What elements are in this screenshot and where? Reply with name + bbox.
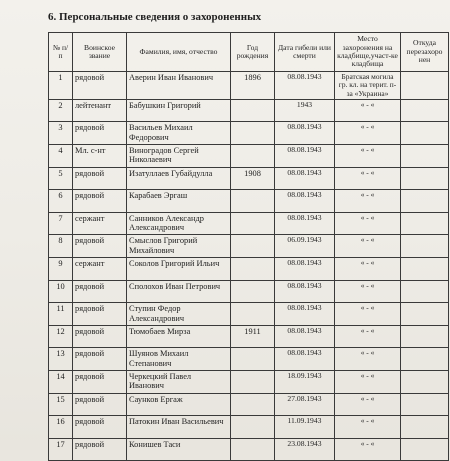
cell-death-date: 06.09.1943 xyxy=(275,235,335,258)
table-row xyxy=(49,393,449,416)
cell-birth-year xyxy=(231,145,275,168)
cell-reburied-from xyxy=(401,370,449,393)
cell-birth-year: 1896 xyxy=(231,72,275,100)
cell-birth-year xyxy=(231,370,275,393)
cell-name: Тюмобаев Мирза xyxy=(127,325,231,348)
header-death-date: Дата гибели или смерти xyxy=(275,33,335,72)
table-row xyxy=(49,280,449,303)
table-row xyxy=(49,348,449,371)
cell-burial-place: « - « xyxy=(335,393,401,416)
cell-death-date: 27.08.1943 xyxy=(275,393,335,416)
cell-reburied-from xyxy=(401,280,449,303)
cell-rank: сержант xyxy=(73,258,127,281)
cell-reburied-from xyxy=(401,145,449,168)
cell-rank: рядовой xyxy=(73,370,127,393)
table-row xyxy=(49,145,449,168)
header-reburied-from: Откуда перезахоро нен xyxy=(401,33,449,72)
burial-records-table xyxy=(48,32,449,461)
table-row xyxy=(49,212,449,235)
cell-death-date: 08.08.1943 xyxy=(275,190,335,213)
cell-num: 13 xyxy=(49,348,73,371)
cell-burial-place: « - « xyxy=(335,235,401,258)
cell-birth-year xyxy=(231,393,275,416)
cell-death-date: 08.08.1943 xyxy=(275,303,335,326)
cell-death-date: 18.09.1943 xyxy=(275,370,335,393)
cell-num: 3 xyxy=(49,122,73,145)
cell-death-date: 11.09.1943 xyxy=(275,416,335,439)
header-num: № п/п xyxy=(49,33,73,72)
cell-rank: Мл. с-нт xyxy=(73,145,127,168)
cell-reburied-from xyxy=(401,393,449,416)
table-row xyxy=(49,325,449,348)
cell-rank: рядовой xyxy=(73,393,127,416)
cell-name: Патокин Иван Васильевич xyxy=(127,416,231,439)
table-row xyxy=(49,167,449,190)
cell-rank: рядовой xyxy=(73,438,127,461)
cell-burial-place: « - « xyxy=(335,348,401,371)
cell-death-date: 08.08.1943 xyxy=(275,348,335,371)
cell-rank: рядовой xyxy=(73,167,127,190)
cell-death-date: 08.08.1943 xyxy=(275,258,335,281)
cell-rank: рядовой xyxy=(73,416,127,439)
cell-reburied-from xyxy=(401,258,449,281)
cell-burial-place: « - « xyxy=(335,122,401,145)
cell-rank: рядовой xyxy=(73,303,127,326)
header-birth-year: Год рождения xyxy=(231,33,275,72)
cell-name: Аверин Иван Иванович xyxy=(127,72,231,100)
cell-burial-place: « - « xyxy=(335,303,401,326)
cell-num: 17 xyxy=(49,438,73,461)
cell-num: 15 xyxy=(49,393,73,416)
cell-death-date: 08.08.1943 xyxy=(275,72,335,100)
header-rank: Воинское звание xyxy=(73,33,127,72)
cell-name: Карабаев Эргаш xyxy=(127,190,231,213)
cell-burial-place: « - « xyxy=(335,190,401,213)
cell-num: 7 xyxy=(49,212,73,235)
cell-rank: сержант xyxy=(73,212,127,235)
cell-num: 8 xyxy=(49,235,73,258)
cell-burial-place: « - « xyxy=(335,145,401,168)
cell-burial-place: « - « xyxy=(335,416,401,439)
cell-birth-year xyxy=(231,348,275,371)
table-row xyxy=(49,258,449,281)
cell-name: Сполохов Иван Петрович xyxy=(127,280,231,303)
cell-num: 11 xyxy=(49,303,73,326)
cell-rank: рядовой xyxy=(73,72,127,100)
cell-reburied-from xyxy=(401,190,449,213)
cell-birth-year: 1911 xyxy=(231,325,275,348)
table-header xyxy=(49,33,449,72)
table-row xyxy=(49,303,449,326)
table-row xyxy=(49,370,449,393)
cell-num: 5 xyxy=(49,167,73,190)
cell-name: Виноградов Сергей Николаевич xyxy=(127,145,231,168)
cell-num: 14 xyxy=(49,370,73,393)
cell-num: 6 xyxy=(49,190,73,213)
cell-rank: рядовой xyxy=(73,325,127,348)
table-row xyxy=(49,416,449,439)
cell-num: 10 xyxy=(49,280,73,303)
cell-birth-year xyxy=(231,212,275,235)
cell-name: Конишев Таси xyxy=(127,438,231,461)
cell-reburied-from xyxy=(401,122,449,145)
cell-rank: рядовой xyxy=(73,122,127,145)
cell-death-date: 08.08.1943 xyxy=(275,145,335,168)
table-row xyxy=(49,190,449,213)
cell-birth-year xyxy=(231,303,275,326)
cell-birth-year xyxy=(231,235,275,258)
cell-num: 1 xyxy=(49,72,73,100)
cell-name: Васильев Михаил Федорович xyxy=(127,122,231,145)
cell-reburied-from xyxy=(401,235,449,258)
cell-reburied-from xyxy=(401,325,449,348)
header-row xyxy=(49,33,449,72)
cell-num: 2 xyxy=(49,99,73,122)
table-body xyxy=(49,72,449,461)
cell-name: Черкецкий Павел Иванович xyxy=(127,370,231,393)
cell-burial-place: « - « xyxy=(335,167,401,190)
table-row xyxy=(49,99,449,122)
cell-reburied-from xyxy=(401,212,449,235)
cell-rank: рядовой xyxy=(73,348,127,371)
section-title: 6. Персональные сведения о захороненных xyxy=(48,11,262,23)
cell-rank: рядовой xyxy=(73,235,127,258)
cell-name: Саунков Ергаж xyxy=(127,393,231,416)
table-row xyxy=(49,72,449,100)
cell-burial-place: « - « xyxy=(335,280,401,303)
cell-birth-year xyxy=(231,99,275,122)
cell-burial-place: « - « xyxy=(335,438,401,461)
cell-name: Смыслов Григорий Михайлович xyxy=(127,235,231,258)
cell-death-date: 1943 xyxy=(275,99,335,122)
cell-rank: рядовой xyxy=(73,190,127,213)
cell-birth-year: 1908 xyxy=(231,167,275,190)
cell-reburied-from xyxy=(401,167,449,190)
table-row xyxy=(49,122,449,145)
cell-num: 16 xyxy=(49,416,73,439)
table-row xyxy=(49,235,449,258)
cell-num: 9 xyxy=(49,258,73,281)
cell-num: 4 xyxy=(49,145,73,168)
cell-burial-place: Братская могила гр. кл. на терит. п-за «Украина» xyxy=(335,72,401,100)
cell-death-date: 08.08.1943 xyxy=(275,280,335,303)
cell-death-date: 08.08.1943 xyxy=(275,212,335,235)
cell-burial-place: « - « xyxy=(335,325,401,348)
cell-reburied-from xyxy=(401,416,449,439)
cell-name: Санников Александр Александрович xyxy=(127,212,231,235)
header-burial-place: Место захоронения на кладбище,участ-ке кладбища xyxy=(335,33,401,72)
cell-birth-year xyxy=(231,280,275,303)
cell-rank: рядовой xyxy=(73,280,127,303)
cell-name: Ступин Федор Александрович xyxy=(127,303,231,326)
cell-death-date: 08.08.1943 xyxy=(275,167,335,190)
cell-birth-year xyxy=(231,190,275,213)
cell-reburied-from xyxy=(401,99,449,122)
cell-reburied-from xyxy=(401,348,449,371)
header-name: Фамилия, имя, отчество xyxy=(127,33,231,72)
cell-birth-year xyxy=(231,258,275,281)
cell-burial-place: « - « xyxy=(335,370,401,393)
cell-name: Шуянов Михаил Степанович xyxy=(127,348,231,371)
cell-num: 12 xyxy=(49,325,73,348)
cell-rank: лейтенант xyxy=(73,99,127,122)
cell-death-date: 08.08.1943 xyxy=(275,122,335,145)
cell-name: Бабушкин Григорий xyxy=(127,99,231,122)
cell-name: Соколов Григорий Ильич xyxy=(127,258,231,281)
cell-reburied-from xyxy=(401,72,449,100)
cell-death-date: 23.08.1943 xyxy=(275,438,335,461)
cell-name: Изатуллаев Губайдулла xyxy=(127,167,231,190)
cell-birth-year xyxy=(231,416,275,439)
cell-death-date: 08.08.1943 xyxy=(275,325,335,348)
cell-birth-year xyxy=(231,122,275,145)
cell-reburied-from xyxy=(401,303,449,326)
cell-burial-place: « - « xyxy=(335,99,401,122)
cell-burial-place: « - « xyxy=(335,258,401,281)
cell-burial-place: « - « xyxy=(335,212,401,235)
